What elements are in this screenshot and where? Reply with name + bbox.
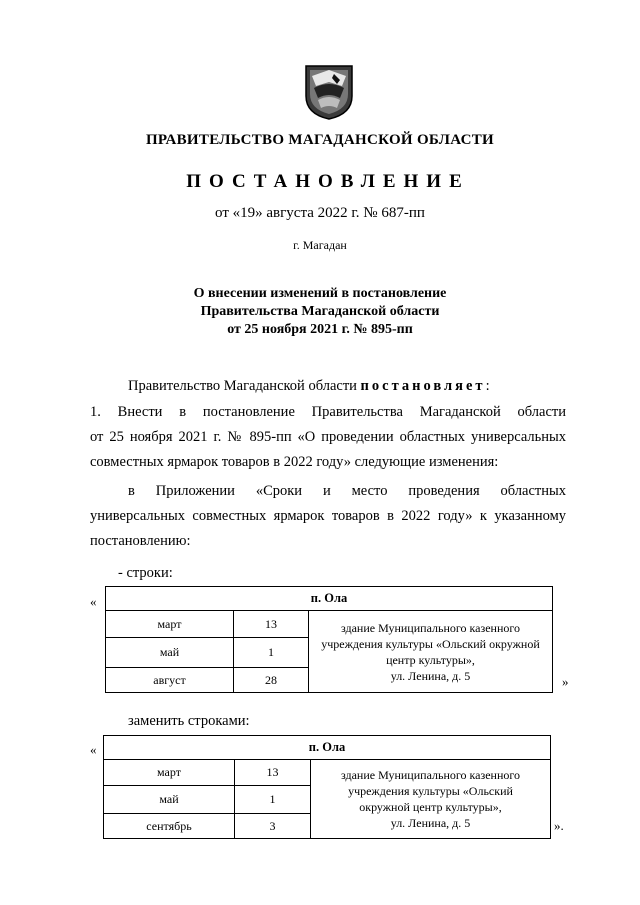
table-cell-day: 13	[235, 760, 311, 786]
coat-of-arms-emblem	[304, 64, 354, 120]
table-close-quote: »	[562, 674, 569, 689]
table-cell-month: март	[104, 760, 235, 786]
table-open-quote: «	[90, 742, 97, 757]
table-cell-address	[309, 611, 553, 693]
intro-verb: постановляет	[360, 378, 486, 394]
subject-line: от 25 ноября 2021 г. № 895-пп	[227, 322, 413, 337]
subject-line: Правительства Магаданской области	[200, 304, 440, 319]
table-cell-day: 3	[235, 814, 311, 839]
address-line: окружной центр культуры»,	[359, 800, 502, 814]
intro-colon: :	[485, 378, 490, 394]
document-type: ПОСТАНОВЛЕНИЕ	[186, 171, 470, 192]
table-cell-month: май	[104, 786, 235, 814]
new-rows-table	[103, 735, 551, 839]
government-title: ПРАВИТЕЛЬСТВО МАГАДАНСКОЙ ОБЛАСТИ	[145, 132, 495, 148]
paragraph-line: универсальных совместных ярмарок товаров в 2022 году» к указанному	[90, 508, 566, 524]
table-cell-day: 1	[234, 638, 309, 668]
table-cell-month: март	[106, 611, 234, 638]
paragraph-line: от 25 ноября 2021 г. № 895-пп «О проведении областных универсальных	[90, 429, 566, 445]
address-line: учреждения культуры «Ольский	[348, 784, 513, 798]
address-line: учреждения культуры «Ольский окружной	[321, 636, 540, 651]
address-line: ул. Ленина, д. 5	[390, 668, 471, 683]
table-open-quote: «	[90, 594, 97, 609]
subject-line: О внесении изменений в постановление	[193, 286, 447, 301]
intro-text: Правительство Магаданской области	[128, 378, 357, 394]
table-cell-day: 1	[235, 786, 311, 814]
address-line: центр культуры»,	[386, 652, 475, 667]
intro-paragraph	[128, 374, 490, 399]
old-rows-table	[105, 586, 553, 693]
replace-label: заменить строками:	[128, 713, 250, 729]
table-heading: п. Ола	[104, 736, 551, 760]
address-line: здание Муниципального казенного	[340, 768, 521, 782]
table-cell-address	[311, 760, 551, 839]
address-line: здание Муниципального казенного	[340, 620, 521, 635]
table-cell-month: сентябрь	[104, 814, 235, 839]
paragraph-line: 1. Внести в постановление Правительства Магаданской области	[90, 404, 566, 420]
address-line: ул. Ленина, д. 5	[390, 816, 471, 830]
paragraph-line: совместных ярмарок товаров в 2022 году» следующие изменения:	[90, 454, 499, 470]
document-subject	[0, 285, 640, 339]
item-1-paragraph	[90, 400, 566, 475]
paragraph-line: постановлению:	[90, 533, 191, 549]
table-close-quote: ».	[554, 818, 564, 833]
document-city: г. Магадан	[293, 238, 347, 252]
item-2-paragraph	[90, 479, 566, 554]
table-cell-month: май	[106, 638, 234, 668]
table-cell-day: 28	[234, 668, 309, 693]
paragraph-line: в Приложении «Сроки и место проведения областных	[128, 483, 566, 499]
rows-label: - строки:	[118, 565, 173, 581]
table-heading: п. Ола	[106, 587, 553, 611]
table-cell-month: август	[106, 668, 234, 693]
table-cell-day: 13	[234, 611, 309, 638]
document-date-number: от «19» августа 2022 г. № 687-пп	[215, 205, 425, 221]
